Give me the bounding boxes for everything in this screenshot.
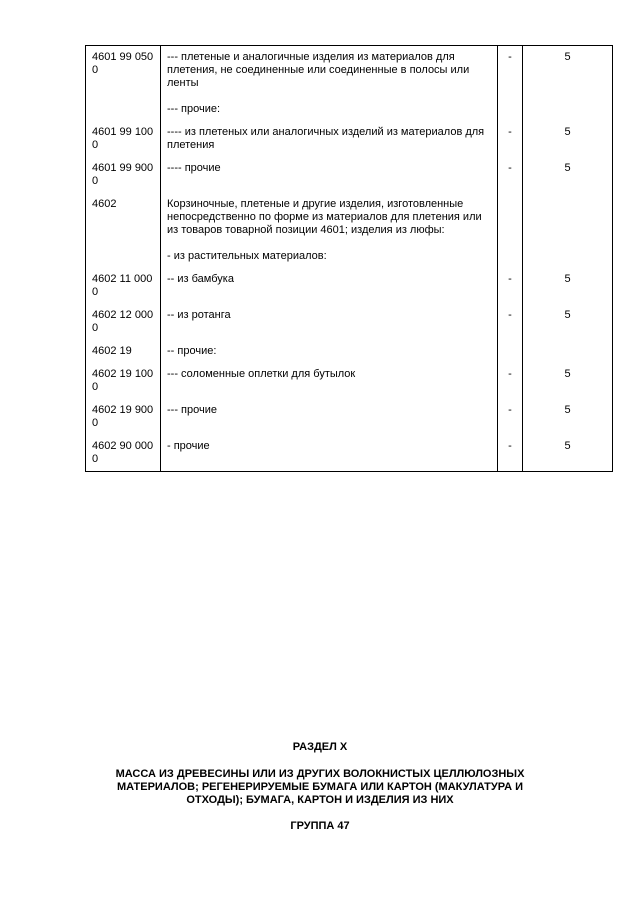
description-cell — [161, 340, 498, 363]
description-text: - прочие — [167, 440, 210, 452]
code-cell: 4602 19 100 0 — [92, 368, 154, 393]
description-text: -- из бамбука — [167, 273, 234, 285]
rate-cell: 5 — [523, 46, 613, 122]
table-row — [86, 399, 613, 435]
duty-cell: - — [498, 399, 523, 435]
description-subheading: --- прочие: — [167, 103, 221, 115]
table-row — [86, 363, 613, 399]
code-cell: 4601 99 900 0 — [92, 162, 154, 187]
description-text: -- из ротанга — [167, 309, 231, 321]
code-cell: 4601 99 050 0 — [92, 51, 154, 76]
description-subheading: - из растительных материалов: — [167, 250, 327, 262]
rate-cell: 5 — [523, 157, 613, 193]
description-cell — [161, 399, 498, 435]
code-cell: 4601 99 100 0 — [92, 126, 154, 151]
table-row — [86, 193, 613, 268]
description-cell — [161, 304, 498, 340]
description-text: ---- прочие — [167, 162, 221, 174]
tariff-table — [85, 45, 613, 472]
description-cell — [161, 363, 498, 399]
duty-cell: - — [498, 268, 523, 304]
table-row — [86, 268, 613, 304]
description-cell — [161, 46, 498, 122]
code-cell: 4602 19 900 0 — [92, 404, 154, 429]
description-text: --- соломенные оплетки для бутылок — [167, 368, 356, 380]
code-cell: 4602 12 000 0 — [92, 309, 154, 334]
description-cell — [161, 268, 498, 304]
duty-cell — [498, 193, 523, 268]
table-row — [86, 304, 613, 340]
rate-cell: 5 — [523, 435, 613, 472]
rate-cell: 5 — [523, 121, 613, 157]
rate-cell: 5 — [523, 268, 613, 304]
description-text: ---- из плетеных или аналогичных изделий из материалов для плетения — [167, 126, 485, 151]
group-title: ГРУППА 47 — [290, 820, 350, 832]
rate-cell: 5 — [523, 363, 613, 399]
description-text: -- прочие: — [167, 345, 217, 357]
duty-cell: - — [498, 46, 523, 122]
duty-cell — [498, 340, 523, 363]
description-cell — [161, 193, 498, 268]
description-cell — [161, 157, 498, 193]
duty-cell: - — [498, 121, 523, 157]
rate-cell — [523, 193, 613, 268]
code-cell: 4602 — [92, 198, 117, 210]
description-text: Корзиночные, плетеные и другие изделия, изготовленные непосредственно по форме из материалов для плетения или из товаров товарной позиции 4601; изделия из люфы: — [167, 198, 482, 236]
code-cell: 4602 11 000 0 — [92, 273, 153, 298]
table-row — [86, 157, 613, 193]
code-cell: 4602 90 000 0 — [92, 440, 154, 465]
section-heading-text: МАССА ИЗ ДРЕВЕСИНЫ ИЛИ ИЗ ДРУГИХ ВОЛОКНИСТЫХ ЦЕЛЛЮЛОЗНЫХ МАТЕРИАЛОВ; РЕГЕНЕРИРУЕМЫЕ БУМАГА ИЛИ КАРТОН (МАКУЛАТУРА И ОТХОДЫ); БУМАГА, КАРТОН И ИЗДЕЛИЯ ИЗ НИХ — [115, 768, 525, 806]
rate-cell: 5 — [523, 399, 613, 435]
rate-cell: 5 — [523, 304, 613, 340]
duty-cell: - — [498, 157, 523, 193]
table-row — [86, 435, 613, 472]
section-heading — [0, 768, 640, 807]
duty-cell: - — [498, 435, 523, 472]
description-cell — [161, 435, 498, 472]
code-cell: 4602 19 — [92, 345, 132, 357]
description-text: --- плетеные и аналогичные изделия из материалов для плетения, не соединенные или соединенные в полосы или ленты — [167, 51, 470, 89]
table-row — [86, 46, 613, 122]
section-title: РАЗДЕЛ X — [292, 741, 348, 753]
description-cell — [161, 121, 498, 157]
duty-cell: - — [498, 363, 523, 399]
table-row — [86, 340, 613, 363]
table-row — [86, 121, 613, 157]
duty-cell: - — [498, 304, 523, 340]
rate-cell — [523, 340, 613, 363]
description-text: --- прочие — [167, 404, 217, 416]
